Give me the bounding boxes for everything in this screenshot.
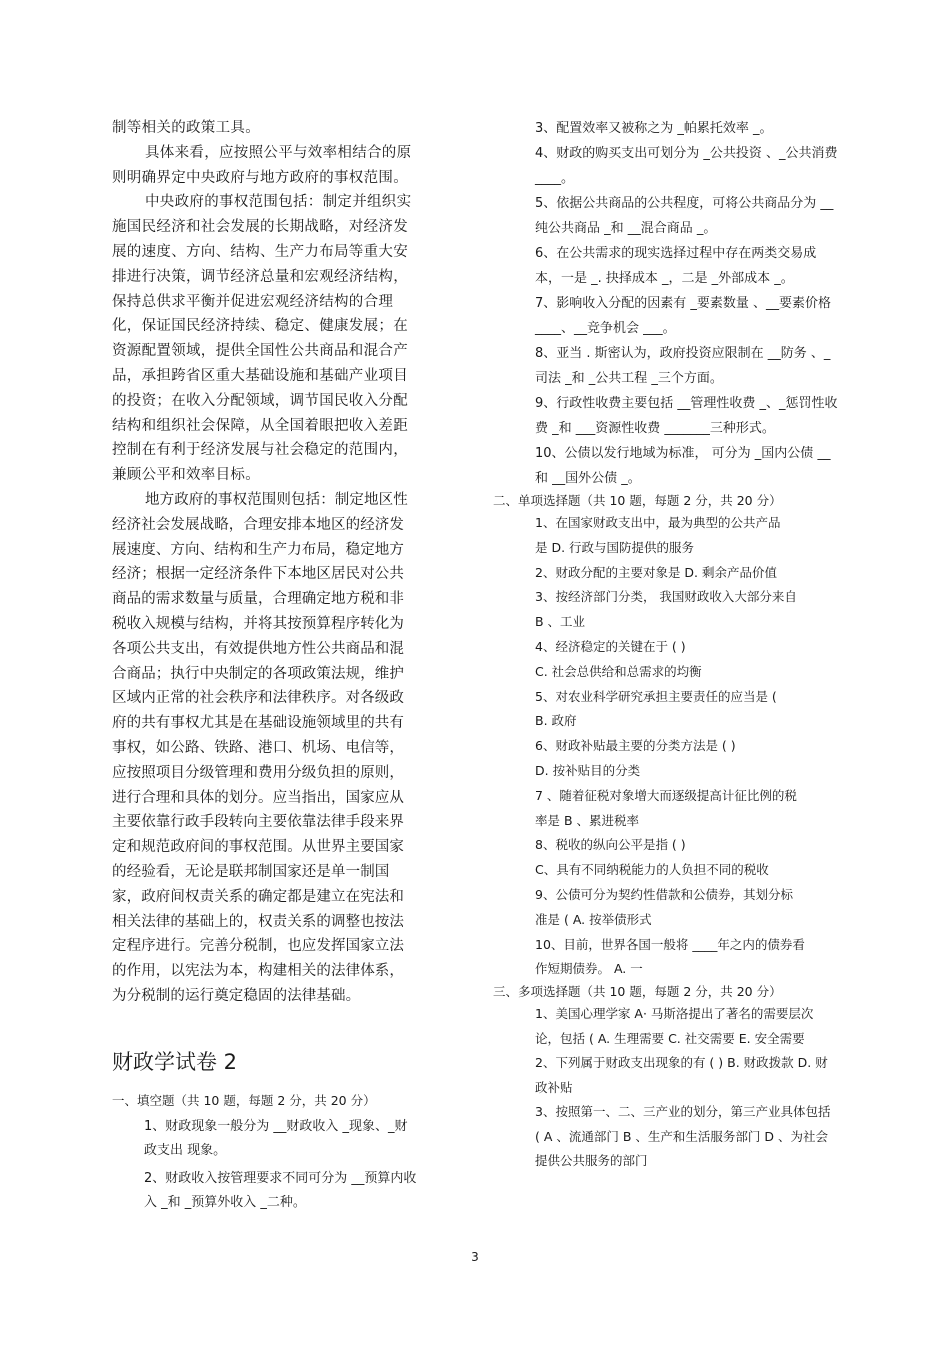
question-stem: 3、按经济部门分类， 我国财政收入大部分来自 (535, 589, 797, 605)
single-choice-1 (535, 511, 838, 561)
question-answer: D. 按补贴目的分类 (535, 762, 641, 778)
question-stem: 7 、随着征税对象增大而逐级提高计征比例的税 (535, 787, 797, 803)
paragraph-2: 具体来看，应按照公平与效率相结合的原则明确界定中央政府与地方政府的事权范围。 (112, 144, 412, 186)
section-multi-choice-header: 三、多项选择题（共 10 题，每题 2 分，共 20 分） (493, 984, 782, 1000)
single-choice-6 (535, 734, 838, 784)
single-choice-8 (535, 833, 838, 883)
question-answer: 是 D. 行政与国防提供的服务 (535, 539, 695, 555)
question-answer: B. 政府 (535, 713, 577, 729)
question-stem: 9、公债可分为契约性借款和公债券，其划分标 (535, 886, 793, 902)
fill-question-4: 4、财政的购买支出可划分为 _公共投资 、_公共消费 ____。 (535, 146, 838, 186)
question-stem: 5、对农业科学研究承担主要责任的应当是 ( (535, 688, 777, 704)
right-column (493, 116, 838, 1174)
fill-question-9: 9、行政性收费主要包括 __管理性收费 _、_惩罚性收费 _和 ___资源性收费 _______三种形式。 (535, 396, 838, 436)
paragraph-1: 制等相关的政策工具。 (112, 120, 260, 136)
section-fill-header: 一、填空题（共 10 题，每题 2 分，共 20 分） (112, 1092, 376, 1108)
question-stem: 2、财政分配的主要对象是 D. 剩余产品价值 (535, 564, 777, 580)
question-stem: 1、在国家财政支出中，最为典型的公共产品 (535, 515, 781, 530)
question-answer: 率是 B 、累进税率 (535, 812, 640, 828)
question-answer: 作短期债券。 A. 一 (535, 961, 643, 977)
fill-question-5: 5、依据公共商品的公共程度，可将公共商品分为 __纯公共商品 _和 __混合商品 _。 (535, 196, 834, 236)
multi-choice-1: 1、美国心理学家 A· 马斯洛提出了著名的需要层次论，包括 ( A. 生理需要 C. 社交需要 E. 安全需要 (535, 1006, 814, 1046)
fill-question-2: 2、财政收入按管理要求不同可分为 __预算内收入 _和 _预算外收入 _二种。 (144, 1170, 417, 1210)
question-answer: 准是 ( A. 按举债形式 (535, 911, 652, 927)
single-choice-3 (535, 585, 838, 635)
page-number: 3 (471, 1250, 479, 1264)
single-choice-9 (535, 883, 838, 933)
multi-choice-2: 2、下列属于财政支出现象的有 ( ) B. 财政拨款 D. 财政补贴 (535, 1055, 828, 1095)
paragraph-central-powers: 中央政府的事权范围包括：制定并组织实施国民经济和社会发展的长期战略，对经济发展的速度、方向、结构、生产力布局等重大安排进行决策，调节经济总量和宏观经济结构，保持总供求平衡并促进宏观经济结构的合理化，保证国民经济持续、稳定、健康发展；在资源配置领域，提供全国性公共商品和混合产品，承担跨省区重大基础设施和基础产业项目的投资；在收入分配领域，调节国民收入分配结构和组织社会保障，从全国着眼把收入差距控制在有利于经济发展与社会稳定的范围内，兼顾公平和效率目标。 (112, 194, 412, 484)
fill-question-10: 10、公债以发行地域为标准， 可分为 _国内公债 __ 和 __国外公债 _。 (535, 446, 831, 486)
question-answer: C、具有不同纳税能力的人负担不同的税收 (535, 862, 769, 878)
exam-title: 财政学试卷 2 (112, 1049, 238, 1074)
fill-question-6: 6、在公共需求的现实选择过程中存在两类交易成本，一是 _. 抉择成本 _，二是 _外部成本 _。 (535, 246, 817, 286)
fill-question-7: 7、影响收入分配的因素有 _要素数量 、__要素价格 ____、__竞争机会 ___。 (535, 296, 832, 336)
single-choice-10 (535, 933, 838, 983)
fill-question-1: 1、财政现象一般分为 __财政收入 _现象、_财政支出 现象。 (144, 1118, 408, 1158)
single-choice-5 (535, 685, 838, 735)
fill-question-8: 8、亚当 . 斯密认为，政府投资应限制在 __防务 、_司法 _和 _公共工程 _三个方面。 (535, 346, 831, 386)
single-choice-4 (535, 635, 838, 685)
question-stem: 6、财政补贴最主要的分类方法是 ( ) (535, 738, 736, 754)
single-choice-7 (535, 784, 838, 834)
question-stem: 10、目前，世界各国一般将 ____年之内的债券看 (535, 936, 805, 952)
question-stem: 4、经济稳定的关键在于 ( ) (535, 638, 686, 654)
section-single-choice-header: 二、单项选择题（共 10 题，每题 2 分，共 20 分） (493, 493, 782, 508)
question-stem: 8、税收的纵向公平是指 ( ) (535, 837, 686, 853)
fill-question-3: 3、配置效率又被称之为 _帕累托效率 _。 (535, 121, 773, 136)
question-answer: C. 社会总供给和总需求的均衡 (535, 663, 702, 679)
question-answer: B 、工业 (535, 614, 586, 630)
multi-choice-3: 3、按照第一、二、三产业的划分，第三产业具体包括 ( A 、流通部门 B 、生产和生活服务部门 D 、为社会提供公共服务的部门 (535, 1104, 831, 1169)
single-choice-2 (535, 561, 838, 586)
paragraph-local-powers: 地方政府的事权范围则包括：制定地区性经济社会发展战略，合理安排本地区的经济发展速度、方向、结构和生产力布局，稳定地方经济；根据一定经济条件下本地区居民对公共商品的需求数量与质量，合理确定地方税和非税收入规模与结构，并将其按预算程序转化为各项公共支出，有效提供地方性公共商品和混合商品；执行中央制定的各项政策法规，维护区域内正常的社会秩序和法律秩序。对各级政府的共有事权尤其是在基础设施领域里的共有事权，如公路、铁路、港口、机场、电信等，应按照项目分级管理和费用分级负担的原则，进行合理和具体的划分。应当指出，国家应从主要依靠行政手段转向主要依靠法律手段来界定和规范政府间的事权范围。从世界主要国家的经验看，无论是联邦制国家还是单一制国家，政府间权责关系的确定都是建立在宪法和相关法律的基础上的，权责关系的调整也按法定程序进行。完善分税制，也应发挥国家立法的作用，以宪法为本，构建相关的法律体系，为分税制的运行奠定稳固的法律基础。 (112, 491, 408, 1004)
left-column (112, 116, 417, 1215)
